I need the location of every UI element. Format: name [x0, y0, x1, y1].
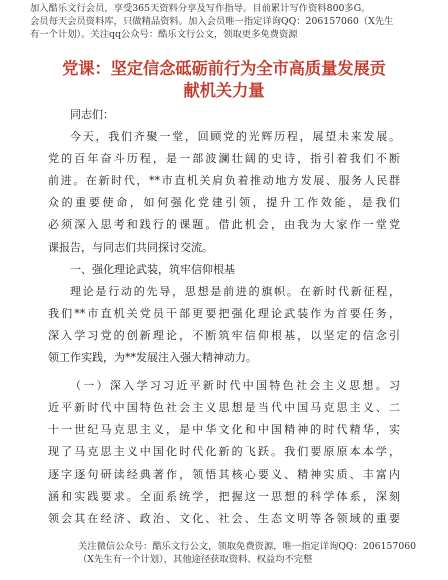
body-line: 十一世纪马克思主义，是中华文化和中国精神的时代精华，实 — [48, 423, 400, 437]
body-line: 党的百年奋斗历程，是一部波澜壮阔的史诗，指引着我们不断 — [48, 152, 400, 166]
document-title — [40, 58, 408, 102]
body-line: 我们**市直机关党员干部更要把强化理论武装作为首要任务， — [48, 306, 400, 320]
title-line-2: 献机关力量 — [183, 81, 265, 100]
footer-line: 关注微信公众号：酷乐文行公文，领取免费资源，唯一指定详询QQ：206157060 — [78, 541, 417, 552]
body-line: 必须深入思考和践行的课题。借此机会，由我为大家作一堂党 — [48, 218, 400, 232]
body-line: 领会其在经济、政治、文化、社会、生态文明等各领域的重要 — [48, 511, 400, 525]
footer-line: （X先生有一个计划），其他途径获取资料、权益均不完整 — [78, 554, 313, 565]
body-line: 今天，我们齐聚一堂，回顾党的光辉历程，展望未来发展。 — [70, 130, 400, 144]
document-body — [48, 104, 400, 530]
header-line: 有一个计划）。关注qq公众号：酷乐文行公文，领取更多免费资源 — [30, 29, 298, 40]
salutation: 同志们： — [70, 108, 114, 121]
body-line: 领工作实践，为**发展注入强大精神动力。 — [48, 351, 257, 365]
body-line: 涵和实践要求。全面系统学，把握这一思想的科学体系，深刻 — [48, 489, 400, 503]
header-line: 会员每天会员资料库，只做精品资料。加入会员唯一指定详询QQ：206157060（X先生 — [30, 16, 394, 27]
body-line: 近平新时代中国特色社会主义思想是当代中国马克思主义、二 — [48, 401, 400, 415]
body-line: 逐字逐句研读经典著作，领悟其核心要义、精神实质、丰富内 — [48, 467, 400, 481]
section-heading: 一、强化理论武装，筑牢信仰根基 — [70, 262, 235, 276]
footer-notice — [78, 540, 417, 566]
body-line: 深入学习党的创新理论，不断筑牢信仰根基，以坚定的信念引 — [48, 328, 400, 342]
subsection-line: （一）深入学习习近平新时代中国特色社会主义思想。习 — [70, 379, 400, 393]
body-line: 众的重要使命，如何强化党建引领，提升工作效能，是我们 — [48, 196, 400, 210]
body-line: 理论是行动的先导，思想是前进的旗帜。在新时代新征程， — [70, 284, 400, 298]
body-line: 现了马克思主义中国化时代化新的飞跃。我们要原原本本学， — [48, 445, 400, 459]
title-line-1: 党课：坚定信念砥砺前行为全市高质量发展贡 — [62, 59, 386, 78]
header-notice — [30, 2, 425, 41]
body-line: 课报告，与同志们共同探讨交流。 — [48, 240, 213, 254]
body-line: 前进。在新时代，**市直机关肩负着推动地方发展、服务人民群 — [48, 174, 400, 188]
header-line: 加入酷乐文行会员，享受365天资料分享及写作指导。目前累计写作资料800多G。 — [30, 3, 371, 14]
